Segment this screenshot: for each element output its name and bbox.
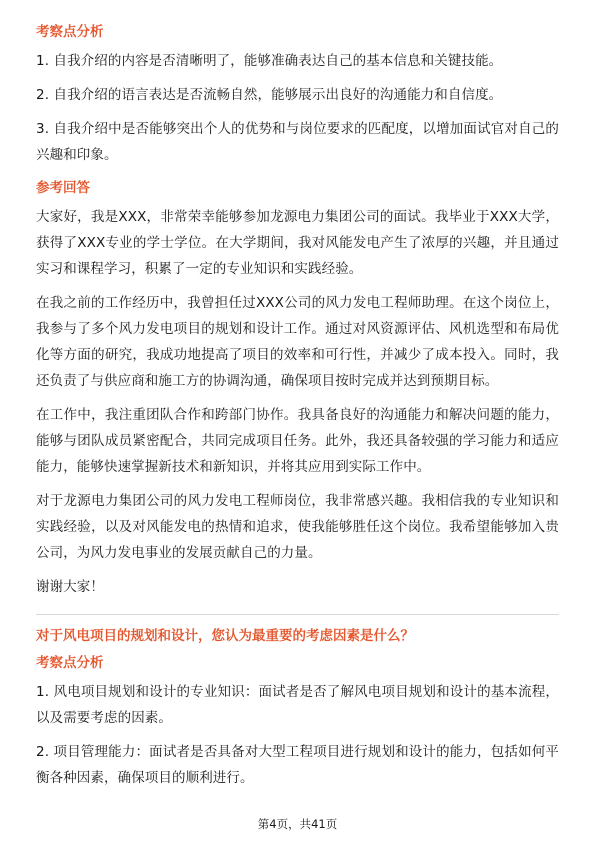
analysis-point: 2. 项目管理能力：面试者是否具备对大型工程项目进行规划和设计的能力，包括如何平衡各种因素，确保项目的顺利进行。 — [36, 744, 559, 786]
page-number: 第4页，共41页 — [257, 817, 338, 831]
analysis-point: 2. 自我介绍的语言表达是否流畅自然，能够展示出良好的沟通能力和自信度。 — [36, 87, 503, 103]
answer-paragraph: 在工作中，我注重团队合作和跨部门协作。我具备良好的沟通能力和解决问题的能力，能够与团队成员紧密配合，共同完成项目任务。此外，我还具备较强的学习能力和适应能力，能够快速掌握新技术和新知识，并将其应用到实际工作中。 — [36, 407, 559, 475]
closing-line: 谢谢大家！ — [36, 579, 104, 595]
page-content — [36, 22, 559, 791]
analysis-heading: 考察点分析 — [36, 24, 104, 40]
section-divider — [36, 614, 559, 615]
analysis-point: 3. 自我介绍中是否能够突出个人的优势和与岗位要求的匹配度，以增加面试官对自己的兴趣和印象。 — [36, 121, 559, 163]
analysis-point: 1. 自我介绍的内容是否清晰明了，能够准确表达自己的基本信息和关键技能。 — [36, 53, 503, 69]
answer-paragraph: 对于龙源电力集团公司的风力发电工程师岗位，我非常感兴趣。我相信我的专业知识和实践经验，以及对风能发电的热情和追求，使我能够胜任这个岗位。我希望能够加入贵公司，为风力发电事业的发展贡献自己的力量。 — [36, 493, 559, 561]
interview-question: 对于风电项目的规划和设计，您认为最重要的考虑因素是什么？ — [36, 628, 414, 644]
analysis-heading: 考察点分析 — [36, 655, 104, 671]
reference-answer-heading: 参考回答 — [36, 180, 90, 196]
answer-paragraph: 在我之前的工作经历中，我曾担任过XXX公司的风力发电工程师助理。在这个岗位上，我参与了多个风力发电项目的规划和设计工作。通过对风资源评估、风机选型和布局优化等方面的研究，我成功地提高了项目的效率和可行性，并减少了成本投入。同时，我还负责了与供应商和施工方的协调沟通，确保项目按时完成并达到预期目标。 — [36, 295, 559, 389]
analysis-point: 1. 风电项目规划和设计的专业知识：面试者是否了解风电项目规划和设计的基本流程，以及需要考虑的因素。 — [36, 684, 559, 726]
answer-paragraph: 大家好，我是XXX，非常荣幸能够参加龙源电力集团公司的面试。我毕业于XXX大学，获得了XXX专业的学士学位。在大学期间，我对风能发电产生了浓厚的兴趣，并且通过实习和课程学习，积累了一定的专业知识和实践经验。 — [36, 209, 559, 277]
